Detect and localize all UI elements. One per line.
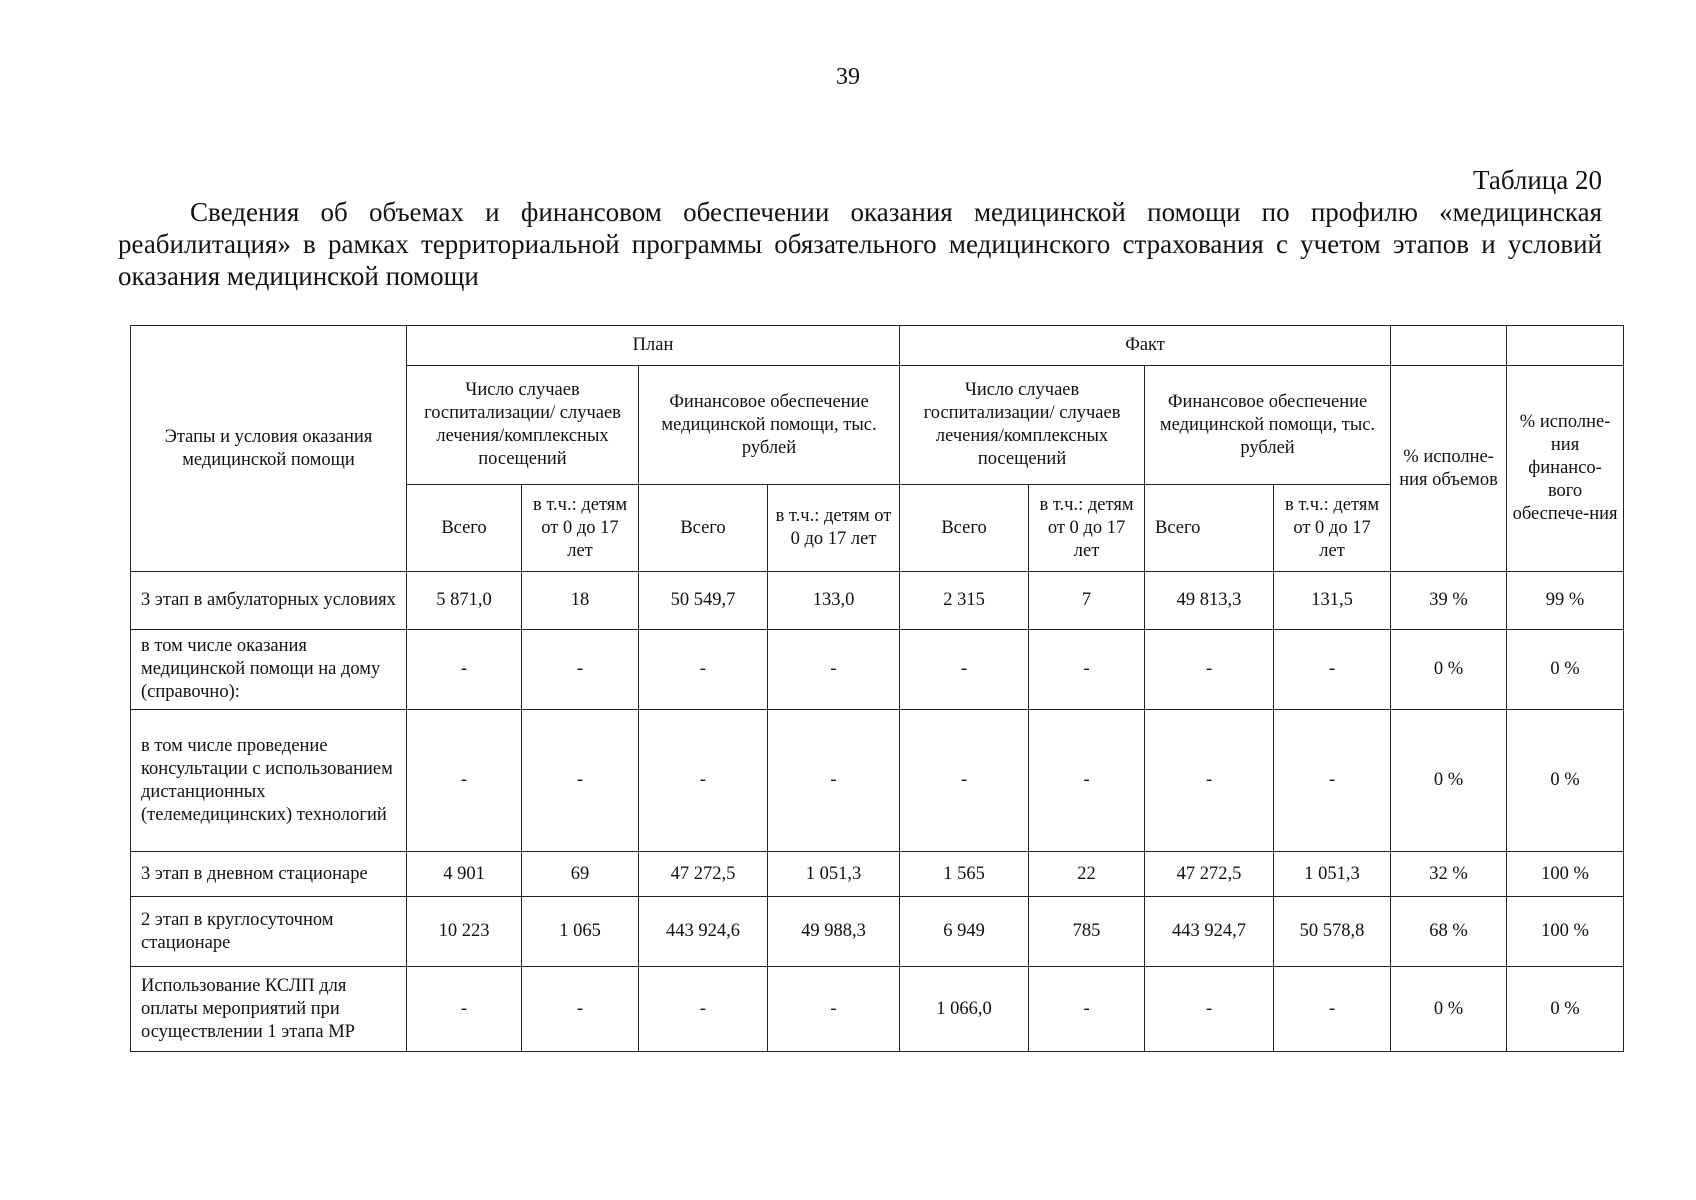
cell-pct-volume: 68 %: [1391, 897, 1507, 967]
header-fact: Факт: [900, 326, 1391, 366]
table-row: [131, 630, 1624, 710]
cell-fact-cases-total: -: [900, 710, 1029, 852]
header-pct-volume: % исполне-ния объемов: [1391, 366, 1507, 572]
row-label: в том числе проведение консультации с использованием дистанционных (телемедицинских) технологий: [131, 710, 407, 852]
header-fact-fin-children: в т.ч.: детям от 0 до 17 лет: [1274, 485, 1391, 572]
cell-plan-cases-children: 18: [522, 572, 639, 630]
cell-fact-cases-children: -: [1029, 967, 1145, 1052]
header-plan-cases-children: в т.ч.: детям от 0 до 17 лет: [522, 485, 639, 572]
cell-pct-volume: 39 %: [1391, 572, 1507, 630]
cell-pct-finance: 99 %: [1507, 572, 1624, 630]
cell-plan-cases-total: -: [407, 710, 522, 852]
cell-plan-fin-total: 47 272,5: [639, 852, 768, 897]
cell-plan-fin-children: 49 988,3: [768, 897, 900, 967]
row-label: 3 этап в амбулаторных условиях: [131, 572, 407, 630]
cell-fact-fin-children: -: [1274, 967, 1391, 1052]
header-plan: План: [407, 326, 900, 366]
header-fact-cases-children: в т.ч.: детям от 0 до 17 лет: [1029, 485, 1145, 572]
header-stages: Этапы и условия оказания медицинской помощи: [131, 326, 407, 572]
cell-fact-fin-total: -: [1145, 710, 1274, 852]
cell-plan-fin-total: 50 549,7: [639, 572, 768, 630]
cell-plan-cases-total: 4 901: [407, 852, 522, 897]
rehabilitation-data-table: [130, 325, 1624, 1052]
table-row: [131, 710, 1624, 852]
header-fact-finance: Финансовое обеспечение медицинской помощи, тыс. рублей: [1145, 366, 1391, 485]
cell-fact-cases-children: 785: [1029, 897, 1145, 967]
header-empty-volume: [1391, 326, 1507, 366]
cell-plan-cases-total: 5 871,0: [407, 572, 522, 630]
cell-plan-cases-children: -: [522, 967, 639, 1052]
cell-fact-cases-total: 1 565: [900, 852, 1029, 897]
document-title: Сведения об объемах и финансовом обеспечении оказания медицинской помощи по профилю «медицинская реабилитация» в рамках территориальной программы обязательного медицинского страхования с учетом этапов и условий оказания медицинской помощи: [118, 197, 1602, 291]
cell-fact-fin-total: 49 813,3: [1145, 572, 1274, 630]
cell-plan-fin-children: -: [768, 967, 900, 1052]
cell-fact-cases-total: 6 949: [900, 897, 1029, 967]
cell-fact-fin-children: 131,5: [1274, 572, 1391, 630]
cell-pct-finance: 0 %: [1507, 710, 1624, 852]
cell-pct-volume: 0 %: [1391, 630, 1507, 710]
header-fact-cases: Число случаев госпитализации/ случаев лечения/комплексных посещений: [900, 366, 1145, 485]
table-row: [131, 572, 1624, 630]
cell-pct-volume: 32 %: [1391, 852, 1507, 897]
cell-pct-finance: 100 %: [1507, 897, 1624, 967]
row-label: в том числе оказания медицинской помощи на дому (справочно):: [131, 630, 407, 710]
cell-fact-cases-total: 2 315: [900, 572, 1029, 630]
header-empty-finance: [1507, 326, 1624, 366]
cell-plan-fin-children: -: [768, 630, 900, 710]
table-row: [131, 852, 1624, 897]
cell-fact-fin-children: -: [1274, 710, 1391, 852]
cell-fact-fin-total: 443 924,7: [1145, 897, 1274, 967]
cell-plan-fin-children: 133,0: [768, 572, 900, 630]
cell-fact-fin-total: -: [1145, 630, 1274, 710]
header-plan-cases: Число случаев госпитализации/ случаев лечения/комплексных посещений: [407, 366, 639, 485]
row-label: Использование КСЛП для оплаты мероприятий при осуществлении 1 этапа МР: [131, 967, 407, 1052]
cell-fact-fin-children: 1 051,3: [1274, 852, 1391, 897]
cell-fact-cases-children: -: [1029, 630, 1145, 710]
cell-pct-volume: 0 %: [1391, 967, 1507, 1052]
cell-plan-cases-total: -: [407, 630, 522, 710]
table-number: Таблица 20: [1473, 165, 1602, 195]
cell-fact-cases-total: 1 066,0: [900, 967, 1029, 1052]
cell-fact-fin-total: -: [1145, 967, 1274, 1052]
cell-plan-fin-children: -: [768, 710, 900, 852]
header-fact-cases-total: Всего: [900, 485, 1029, 572]
cell-plan-fin-children: 1 051,3: [768, 852, 900, 897]
cell-plan-cases-children: -: [522, 710, 639, 852]
cell-pct-finance: 0 %: [1507, 630, 1624, 710]
cell-plan-cases-children: -: [522, 630, 639, 710]
cell-plan-cases-total: 10 223: [407, 897, 522, 967]
cell-fact-fin-children: 50 578,8: [1274, 897, 1391, 967]
cell-plan-fin-total: -: [639, 967, 768, 1052]
cell-fact-cases-children: -: [1029, 710, 1145, 852]
header-row-groups: [131, 326, 1624, 366]
row-label: 3 этап в дневном стационаре: [131, 852, 407, 897]
cell-fact-fin-children: -: [1274, 630, 1391, 710]
table-row: [131, 897, 1624, 967]
cell-plan-fin-total: 443 924,6: [639, 897, 768, 967]
header-plan-fin-children: в т.ч.: детям от 0 до 17 лет: [768, 485, 900, 572]
header-plan-cases-total: Всего: [407, 485, 522, 572]
table-row: [131, 967, 1624, 1052]
cell-pct-finance: 100 %: [1507, 852, 1624, 897]
page-number: 39: [836, 64, 860, 90]
cell-plan-cases-total: -: [407, 967, 522, 1052]
cell-plan-cases-children: 1 065: [522, 897, 639, 967]
cell-fact-cases-total: -: [900, 630, 1029, 710]
cell-fact-cases-children: 22: [1029, 852, 1145, 897]
header-plan-fin-total: Всего: [639, 485, 768, 572]
cell-plan-fin-total: -: [639, 710, 768, 852]
cell-fact-fin-total: 47 272,5: [1145, 852, 1274, 897]
cell-fact-cases-children: 7: [1029, 572, 1145, 630]
header-pct-finance: % исполне-ния финансо-вого обеспече-ния: [1507, 366, 1624, 572]
row-label: 2 этап в круглосуточном стационаре: [131, 897, 407, 967]
cell-plan-cases-children: 69: [522, 852, 639, 897]
header-plan-finance: Финансовое обеспечение медицинской помощи, тыс. рублей: [639, 366, 900, 485]
cell-pct-finance: 0 %: [1507, 967, 1624, 1052]
cell-plan-fin-total: -: [639, 630, 768, 710]
header-fact-fin-total: Всего: [1145, 485, 1274, 572]
cell-pct-volume: 0 %: [1391, 710, 1507, 852]
